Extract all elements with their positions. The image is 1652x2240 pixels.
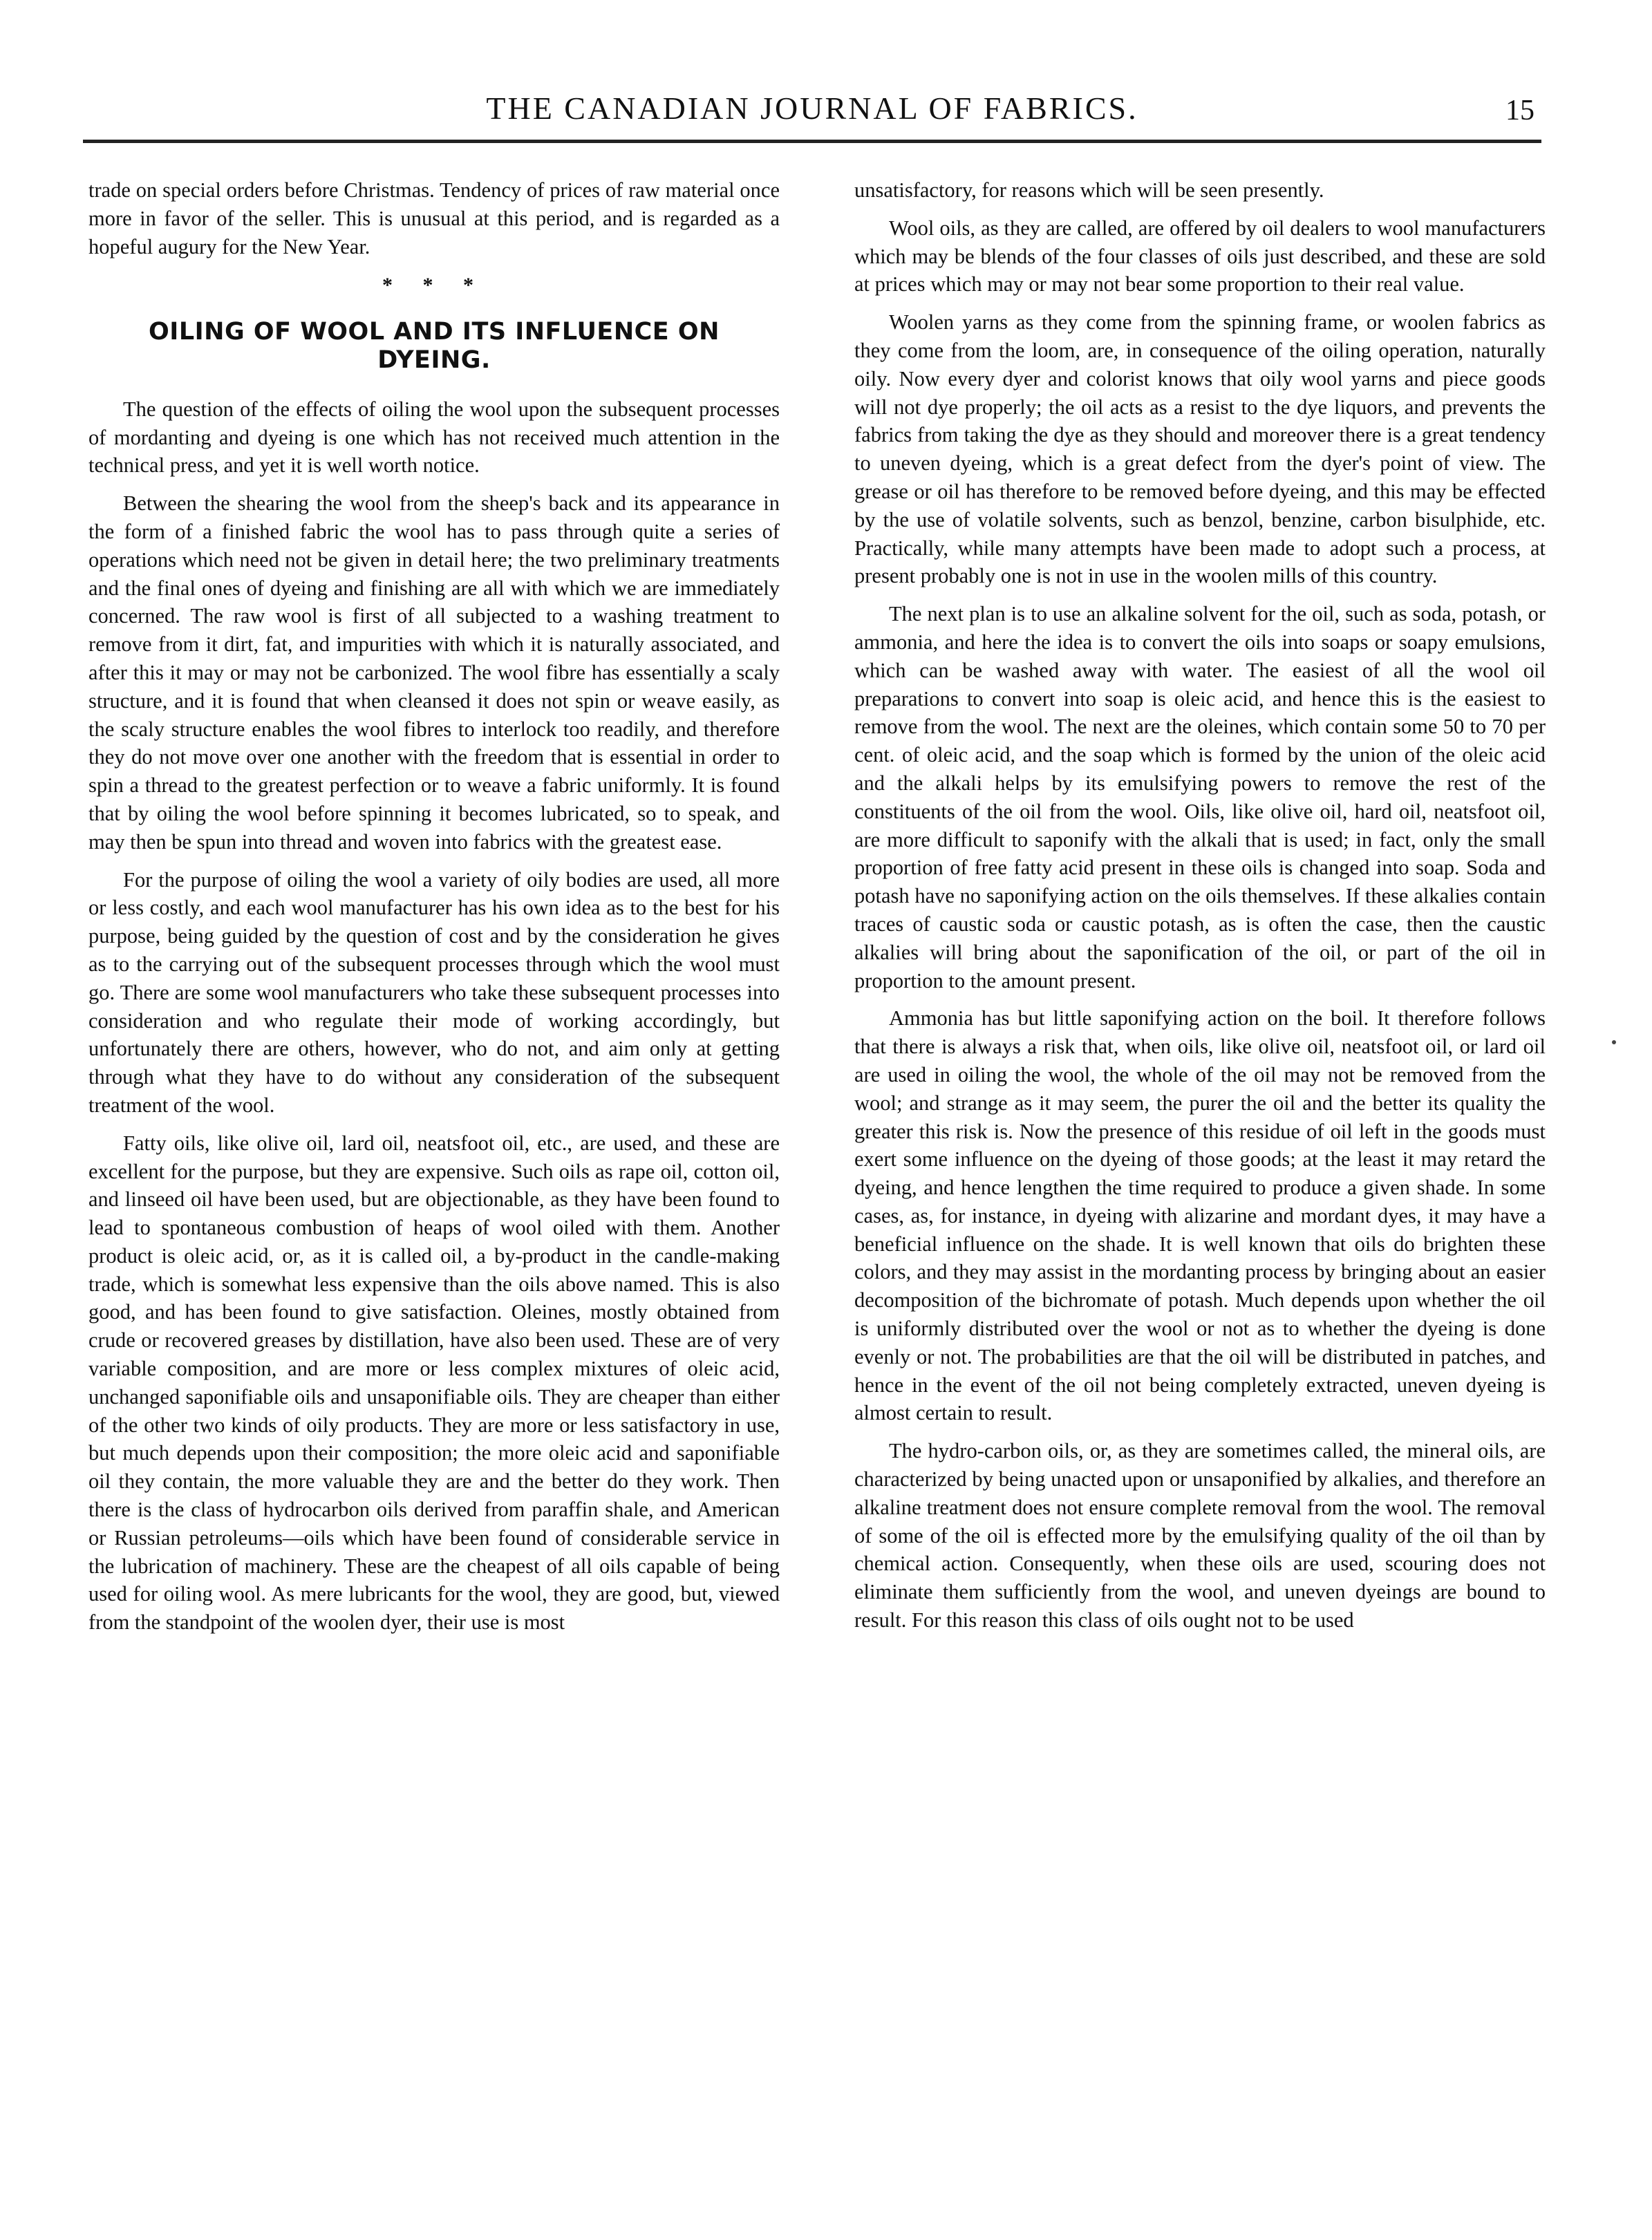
body-paragraph: Woolen yarns as they come from the spinning frame, or woolen fabrics as they come from the loom, are, in consequence of the oiling operation, naturally oily. Now every dyer and colorist knows that oily wool yarns and piece goods will not dye properly; the oil acts as a resist to the dye liquors, and prevents the fabrics from taking the dye as they should and moreover there is a great tendency to uneven dyeing, which is a great defect from the dyer's point of view. The grease or oil has therefore to be removed before dyeing, and this may be effected by the use of volatile solvents, such as benzol, benzine, carbon bisulphide, etc. Practically, while many attempts have been made to adopt such a process, at present probably one is not in use in the woolen mills of this country. <box>854 310 1546 588</box>
body-paragraph: For the purpose of oiling the wool a variety of oily bodies are used, all more or less costly, and each wool manufacturer has his own idea as to the best for his purpose, being guided by the question of cost and by the consideration he gives as to the carrying out of the subsequent processes through which the wool must go. There are some wool manufacturers who take these subsequent processes into consideration and who regulate their mode of working accordingly, but unfortunately there are others, however, who do not, and aim only at getting through what they have to do without any consideration of the subsequent treatment of the wool. <box>88 867 780 1117</box>
left-column <box>88 176 780 1646</box>
body-paragraph: Between the shearing the wool from the sheep's back and its appearance in the form of a finished fabric the wool has to pass through quite a series of operations which need not be given in detail here; the two preliminary treatments and the final ones of dyeing and finishing are all with which we are immediately concerned. The raw wool is first of all subjected to a washing treatment to remove from it dirt, fat, and impurities with which it is naturally associated, and after this it may or may not be carbonized. The wool fibre has essentially a scaly structure, and it is found that when cleansed it does not spin or weave easily, as the scaly structure enables the wool fibres to interlock too readily, and therefore they do not move over one another with the freedom that is essential in order to spin a thread to the greatest perfection or to weave a fabric uniformly. It is found that by oiling the wool before spinning it becomes lubricated, so to speak, and may then be spun into thread and woven into fabrics with the greatest ease. <box>88 491 780 854</box>
article-title: OILING OF WOOL AND ITS INFLUENCE ON DYEING. <box>149 318 720 374</box>
body-paragraph: Ammonia has but little saponifying action on the boil. It therefore follows that there is always a risk that, when oils, like olive oil, neatsfoot oil, or lard oil are used in oiling the wool, the whole of the oil may not be removed from the wool; and strange as it may seem, the purer the oil and the better its quality the greater this risk is. Now the presence of this residue of oil left in the goods must exert some influence on the dyeing of those goods; at the least it may retard the dyeing, and hence lengthen the time required to produce a given shade. In some cases, as, for instance, in dyeing with alizarine and mordant dyes, it may have a beneficial influence on the shade. It is well known that oils do brighten these colors, and they may assist in the mordanting process by bringing about an easier decomposition of the bichromate of potash. Much depends upon whether the oil is uniformly distributed over the wool or not as to whether the dyeing is done evenly or not. The probabilities are that the oil will be distributed in patches, and hence in the event of the oil not being completely extracted, uneven dyeing is almost certain to result. <box>854 1006 1546 1425</box>
body-paragraph: The question of the effects of oiling the wool upon the subsequent processes of mordanting and dyeing is one which has not received much attention in the technical press, and yet it is well worth notice. <box>88 397 780 478</box>
header-rule <box>83 140 1541 143</box>
continuation-paragraph: trade on special orders before Christmas. Tendency of prices of raw material once more in favor of the seller. This is unusual at this period, and is regarded as a hopeful augury for the New Year. <box>88 178 780 258</box>
running-title: THE CANADIAN JOURNAL OF FABRICS. <box>486 91 1138 126</box>
scan-speck <box>1612 1040 1616 1044</box>
page-header <box>83 83 1541 145</box>
body-paragraph: The hydro-carbon oils, or, as they are sometimes called, the mineral oils, are characterized by being unacted upon or unsaponified by alkalies, and therefore an alkaline treatment does not ensure complete removal from the wool. The removal of some of the oil is effected more by the emulsifying quality of the oil than by chemical action. Consequently, when these oils are used, scouring does not eliminate them sufficiently from the wool, and uneven dyeings are bound to result. For this reason this class of oils ought not to be used <box>854 1439 1546 1632</box>
body-paragraph: Wool oils, as they are called, are offered by oil dealers to wool manufacturers which may be blends of the four classes of oils just described, and these are sold at prices which may or may not bear some proportion to their real value. <box>854 216 1546 297</box>
body-paragraph: Fatty oils, like olive oil, lard oil, neatsfoot oil, etc., are used, and these are excellent for the purpose, but they are expensive. Such oils as rape oil, cotton oil, and linseed oil have been used, but are objectionable, as they have been found to lead to spontaneous combustion of heaps of wool oiled with them. Another product is oleic acid, or, as it is called oil, a by-product in the candle-making trade, which is somewhat less expensive than the oils above named. This is also good, and has been found to give satisfaction. Oleines, mostly obtained from crude or recovered greases by distillation, have also been used. These are of very variable composition, and are more or less complex mixtures of oleic acid, unchanged saponifiable oils and unsaponifiable oils. They are cheaper than either of the other two kinds of oily products. They are more or less satisfactory in use, but much depends upon their composition; the more oleic acid and saponifiable oil they contain, the more valuable they are and the better do they work. Then there is the class of hydrocarbon oils derived from paraffin shale, and American or Russian petroleums—oils which have been found of considerable service in the lubrication of machinery. These are the cheapest of all oils capable of being used for oiling wool. As mere lubricants for the wool, they are good, but, viewed from the standpoint of the woolen dyer, their use is most <box>88 1131 780 1635</box>
right-column <box>854 176 1546 1644</box>
page-number: 15 <box>1505 95 1534 126</box>
body-paragraph: The next plan is to use an alkaline solvent for the oil, such as soda, potash, or ammonia, and here the idea is to convert the oils into soaps or soapy emulsions, which can be washed away with water. The easiest of all the wool oil preparations to convert into soap is oleic acid, and hence this is the easiest to remove from the wool. The next are the oleines, which contain some 50 to 70 per cent. of oleic acid, and the soap which is formed by the union of the oleic acid and the alkali helps by its emulsifying powers to remove the rest of the constituents of the oil from the wool. Oils, like olive oil, hard oil, neatsfoot oil, are more difficult to saponify with the alkali that is used; in fact, only the small proportion of free fatty acid present in these oils is changed into soap. Soda and potash have no saponifying action on the oils themselves. If these alkalies contain traces of caustic soda or caustic potash, as is often the case, then the caustic alkalies will bring about the saponification of the oil, or part of the oil in proportion to the amount present. <box>854 602 1546 992</box>
section-divider: * * * <box>382 274 486 297</box>
body-paragraph: unsatisfactory, for reasons which will be seen presently. <box>854 178 1324 202</box>
